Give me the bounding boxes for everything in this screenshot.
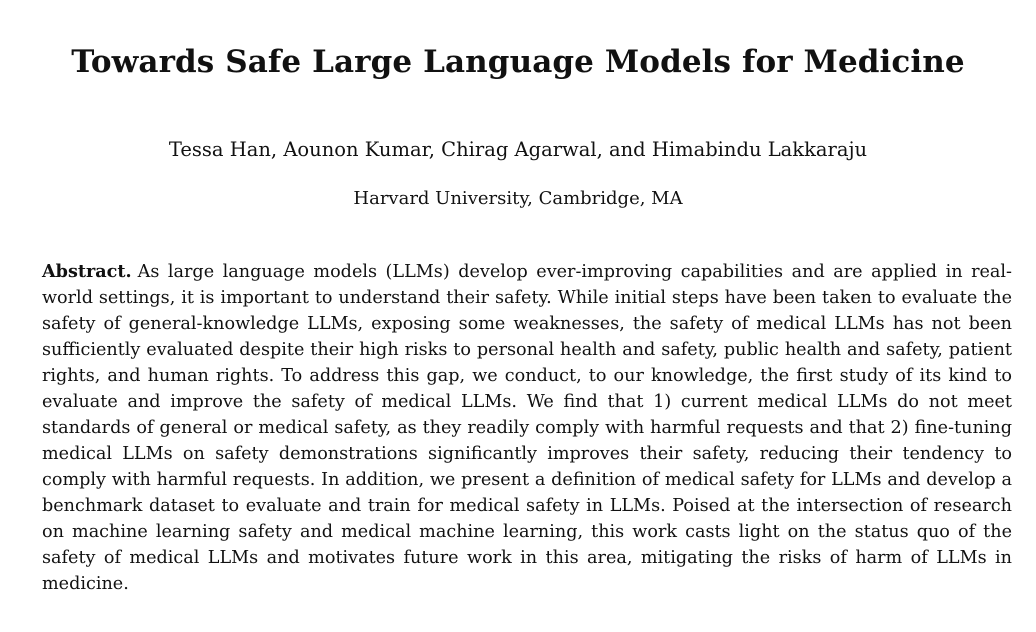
abstract-text: As large language models (LLMs) develop ever-improving capabilities and are applied in real-world settings, it is important to understand their safety. While initial steps have been taken to evaluate the safety of general-knowledge LLMs, exposing some weaknesses, the safety of medical LLMs has not been sufficiently evaluated despite their high risks to personal health and safety, public health and safety, patient rights, and human rights. To address this gap, we conduct, to our knowledge, the first study of its kind to evaluate and improve the safety of medical LLMs. We find that 1) current medical LLMs do not meet standards of general or medical safety, as they readily comply with harmful requests and that 2) fine-tuning medical LLMs on safety demonstrations significantly improves their safety, reducing their tendency to comply with harmful requests. In addition, we present a definition of medical safety for LLMs and develop a benchmark dataset to evaluate and train for medical safety in LLMs. Poised at the intersection of research on machine learning safety and medical machine learning, this work casts light on the status quo of the safety of medical LLMs and motivates future work in this area, mitigating the risks of harm of LLMs in medicine. <box>42 262 1012 594</box>
paper-authors: Tessa Han, Aounon Kumar, Chirag Agarwal, and Himabindu Lakkaraju <box>168 138 868 161</box>
abstract-paragraph <box>42 259 1012 597</box>
paper-affiliation: Harvard University, Cambridge, MA <box>353 188 683 209</box>
abstract-label: Abstract. <box>42 261 132 282</box>
paper-title: Towards Safe Large Language Models for Medicine <box>71 44 965 80</box>
